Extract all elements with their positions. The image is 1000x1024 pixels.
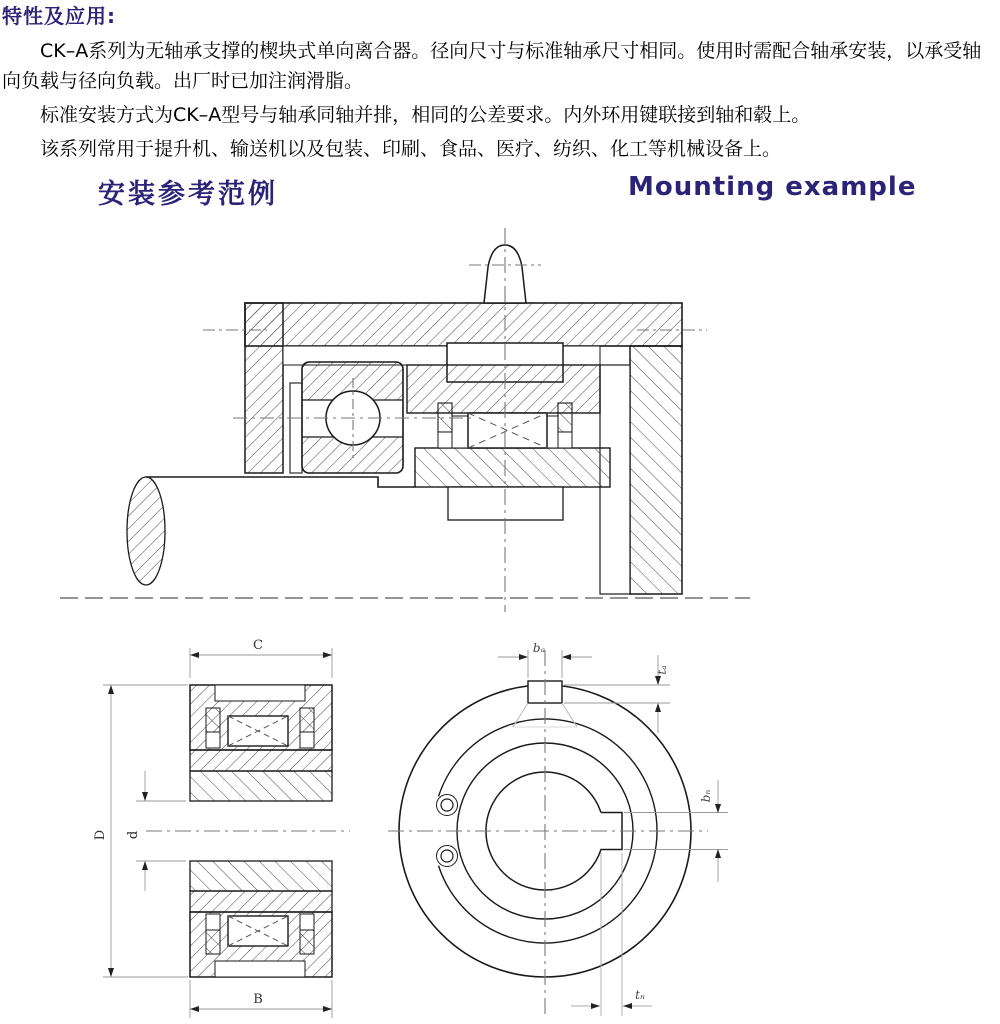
front-centerlines (388, 650, 708, 1014)
front-view-drawing (378, 628, 750, 1024)
one-way-clutch (407, 365, 610, 520)
features-heading: 特性及应用: (2, 4, 116, 28)
snap-ring-eye (441, 799, 453, 811)
intro-paragraph-3: 该系列常用于提升机、输送机以及包装、印刷、食品、医疗、纺织、化工等机械设备上。 (40, 138, 782, 160)
dim-label-B: B (253, 992, 263, 1007)
snap-ring-eye (441, 850, 453, 862)
section-title-zh: 安装参考范例 (98, 179, 278, 210)
dim-label-C: C (253, 638, 263, 653)
dim-label-t-outer: tₐ (655, 665, 669, 675)
intro-paragraph-1: CK–A系列为无轴承支撑的楔块式单向离合器。径向尺寸与标准轴承尺寸相同。使用时需配合轴承安装，以承受轴向负载与径向负载。出厂时已加注润滑脂。 (2, 40, 982, 92)
dim-label-b-bore: bₙ (699, 789, 713, 803)
dim-label-d: d (126, 830, 141, 840)
intro-paragraph-2: 标准安装方式为CK–A型号与轴承同轴并排，相同的公差要求。内外环用键联接到轴和毂上。 (40, 104, 811, 126)
mounting-example-drawing (55, 220, 755, 620)
section-title-en: Mounting example (628, 172, 917, 202)
dim-label-D: D (93, 829, 108, 841)
intro-text-block (0, 0, 998, 168)
dim-label-t-bore: tₙ (635, 988, 645, 1002)
dim-label-b-outer: bₐ (532, 641, 546, 655)
section-view-drawing (88, 628, 373, 1024)
shaft (127, 477, 415, 585)
